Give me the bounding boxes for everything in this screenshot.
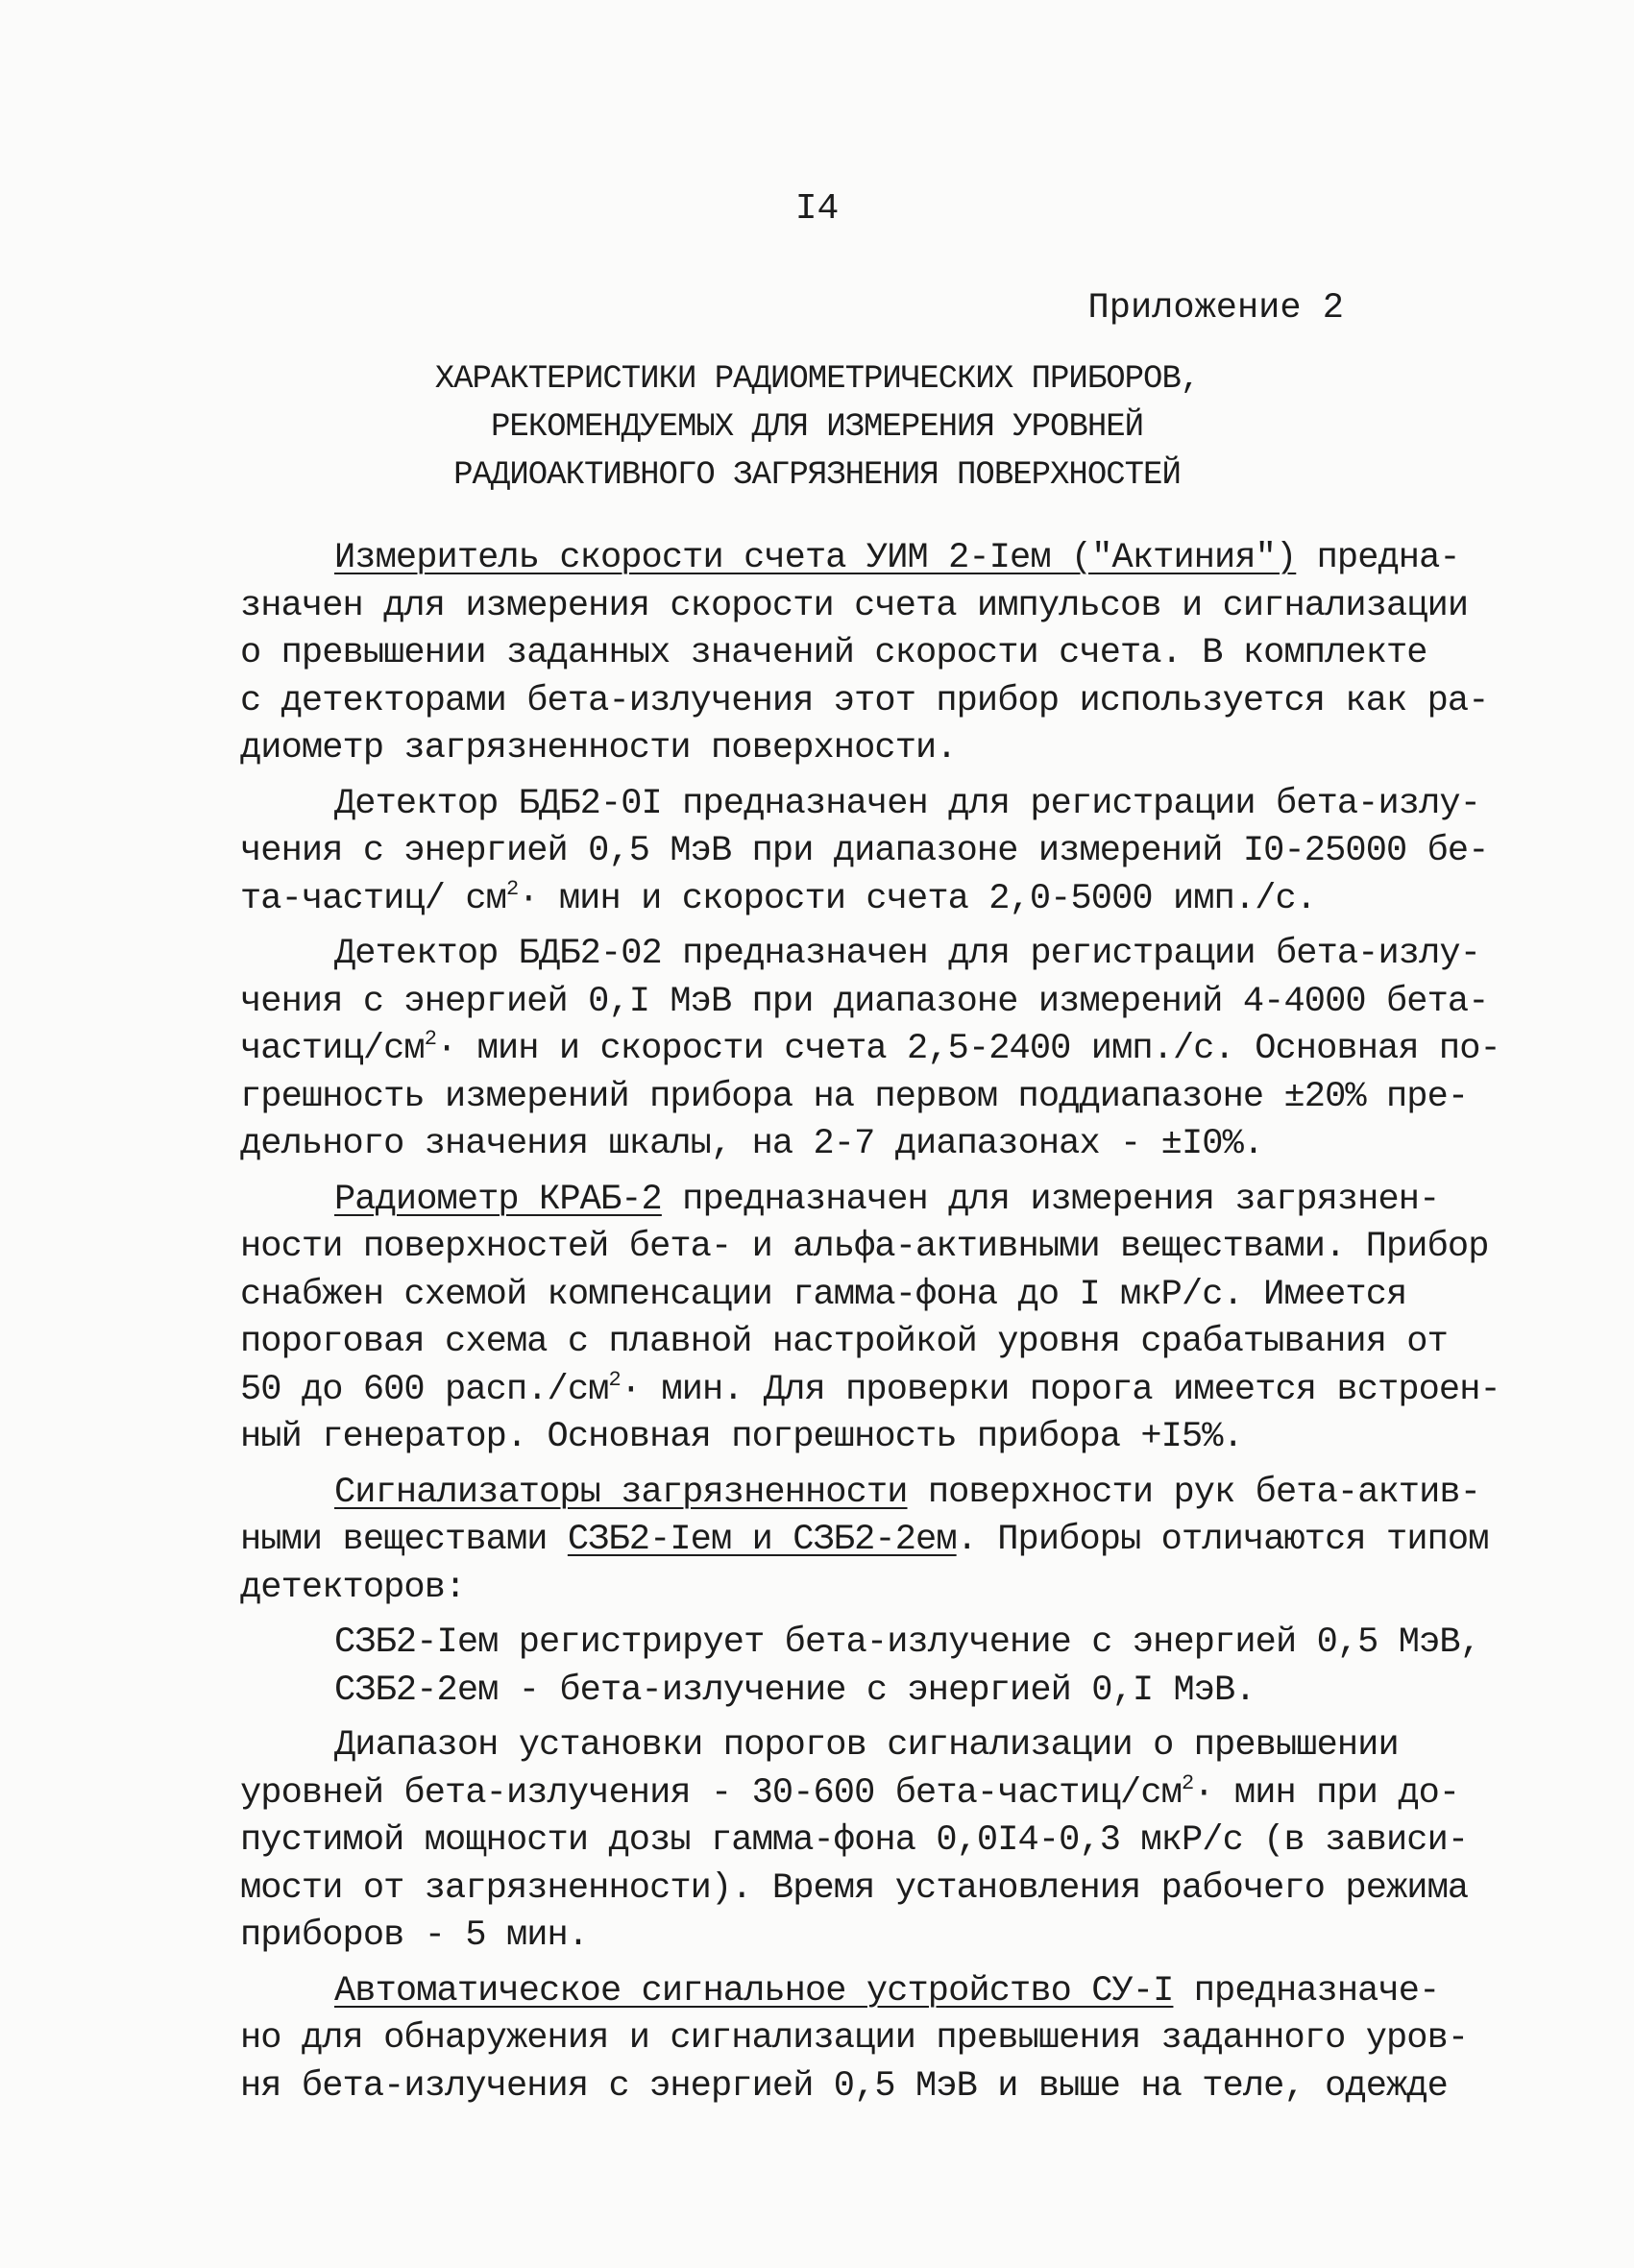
title-line: РЕКОМЕНДУЕМЫХ ДЛЯ ИЗМЕРЕНИЯ УРОВНЕЙ	[490, 409, 1144, 446]
text-line: Детектор БДБ2-0I предназначен для регистрации бета-излу-	[334, 783, 1481, 824]
paragraph-bdb2-01	[240, 781, 1489, 924]
document-title	[0, 355, 1634, 500]
text-line: но для обнаружения и сигнализации превышения заданного уров-	[240, 2018, 1469, 2059]
text-line: о превышении заданных значений скорости счета. В комплекте	[240, 633, 1427, 673]
text-line: дельного значения шкалы, на 2-7 диапазонах - ±I0%.	[240, 1124, 1264, 1164]
paragraph-thresholds	[240, 1722, 1469, 1961]
text-line: ня бета-излучения с энергией 0,5 МэВ и выше на теле, одежде	[240, 2065, 1448, 2107]
paragraph-szb: Сигнализаторы загрязненности поверхности рук бета-актив- ными веществами СЗБ2-Iем и СЗБ2-2ем. Приборы отличаются типом детекторов:	[240, 1470, 1404, 1613]
text-line: чения с энергией 0,I МэВ при диапазоне измерений 4-4000 бета-	[240, 981, 1489, 1022]
text-line: приборов - 5 мин.	[240, 1915, 589, 1956]
document-body	[240, 535, 1500, 2110]
device-name-krab: Радиометр КРАБ-2	[334, 1179, 662, 1220]
title-line: ХАРАКТЕРИСТИКИ РАДИОМЕТРИЧЕСКИХ ПРИБОРОВ,	[434, 361, 1200, 398]
device-name-uim: Измеритель скорости счета УИМ 2-Iем ("Актиния")	[334, 538, 1297, 578]
text-line: ности поверхностей бета- и альфа-активными веществами. Прибор	[240, 1227, 1489, 1267]
text-line: грешность измерений прибора на первом поддиапазоне ±20% пре-	[240, 1076, 1469, 1117]
appendix-label: Приложение 2	[1087, 288, 1344, 329]
device-name-szb: Сигнализаторы загрязненности	[334, 1472, 908, 1513]
text-line: 50 до 600 $расп./см^2\cdot$ мин. Для проверки порога имеется встроен-	[240, 1367, 1500, 1410]
text-line: диометр загрязненности поверхности.	[240, 728, 957, 768]
paragraph-su1: Автоматическое сигнальное устройство СУ-I предназначе- но для обнаружения и сигнализации превышения заданного уров- ня бета-излучения с энергией 0,5 МэВ и выше на теле, одежде	[240, 1968, 1404, 2111]
text-line: значен для измерения скорости счета импульсов и сигнализации	[240, 585, 1469, 626]
text-line: снабжен схемой компенсации гамма-фона до I мкР/с. Имеется	[240, 1274, 1407, 1315]
text-line: ный генератор. Основная погрешность прибора +I5%.	[240, 1417, 1243, 1457]
paragraph-krab: Радиометр КРАБ-2 предназначен для измерения загрязнен- ности поверхностей бета- и альфа-активными веществами. Прибор снабжен схемой компенсации гамма-фона до I мкР/с. Имеется пороговая схема с плавной настройкой уровня срабатывания от 50 до 600 $расп./см^2\cdot$ мин. Для проверки порога имеется встроен- ный генератор. Основная погрешность прибора +I5%.	[240, 1177, 1404, 1462]
device-models-szb: СЗБ2-Iем и СЗБ2-2ем	[567, 1520, 957, 1560]
text-line: пороговая схема с плавной настройкой уровня срабатывания от	[240, 1322, 1448, 1362]
device-name-su1: Автоматическое сигнальное устройство СУ-I	[334, 1970, 1174, 2012]
text-line: частиц/$см^2\cdot$ мин и скорости счета 2,5-2400 имп./с. Основная по-	[240, 1027, 1500, 1069]
title-line: РАДИОАКТИВНОГО ЗАГРЯЗНЕНИЯ ПОВЕРХНОСТЕЙ	[453, 457, 1181, 494]
text-line: Диапазон установки порогов сигнализации о превышении	[334, 1725, 1399, 1766]
text-line: СЗБ2-Iем регистрирует бета-излучение с энергией 0,5 МэВ,	[334, 1622, 1481, 1663]
page-number: I4	[794, 188, 840, 230]
text-line: Детектор БДБ2-02 предназначен для регистрации бета-излу-	[334, 934, 1481, 974]
text-line: мости от загрязненности). Время установления рабочего режима	[240, 1867, 1469, 1909]
text-line: с детекторами бета-излучения этот прибор используется как ра-	[240, 680, 1489, 721]
text-line: пустимой мощности дозы гамма-фона 0,0I4-0,3 мкР/с (в зависи-	[240, 1820, 1469, 1861]
text-line: СЗБ2-2ем - бета-излучение с энергией 0,I МэВ.	[334, 1670, 1256, 1711]
text-line: та-частиц/ $см^2\cdot$ мин и скорости счета 2,0-5000 имп./с.	[240, 876, 1317, 919]
paragraph-bdb2-02	[240, 931, 1500, 1169]
paragraph-uim: Измеритель скорости счета УИМ 2-Iем ("Актиния") предна- значен для измерения скорости счета импульсов и сигнализации о превышении заданных значений скорости счета. В комплекте с детекторами бета-излучения этот прибор используется как ра- диометр загрязненности поверхности.	[240, 535, 1404, 773]
text-line: уровней бета-излучения - 30-600 бета-$частиц/см^2\cdot$ мин при до-	[240, 1770, 1460, 1814]
text-line: чения с энергией 0,5 МэВ при диапазоне измерений I0-25000 бе-	[240, 831, 1489, 871]
text-line: детекторов:	[240, 1567, 466, 1608]
